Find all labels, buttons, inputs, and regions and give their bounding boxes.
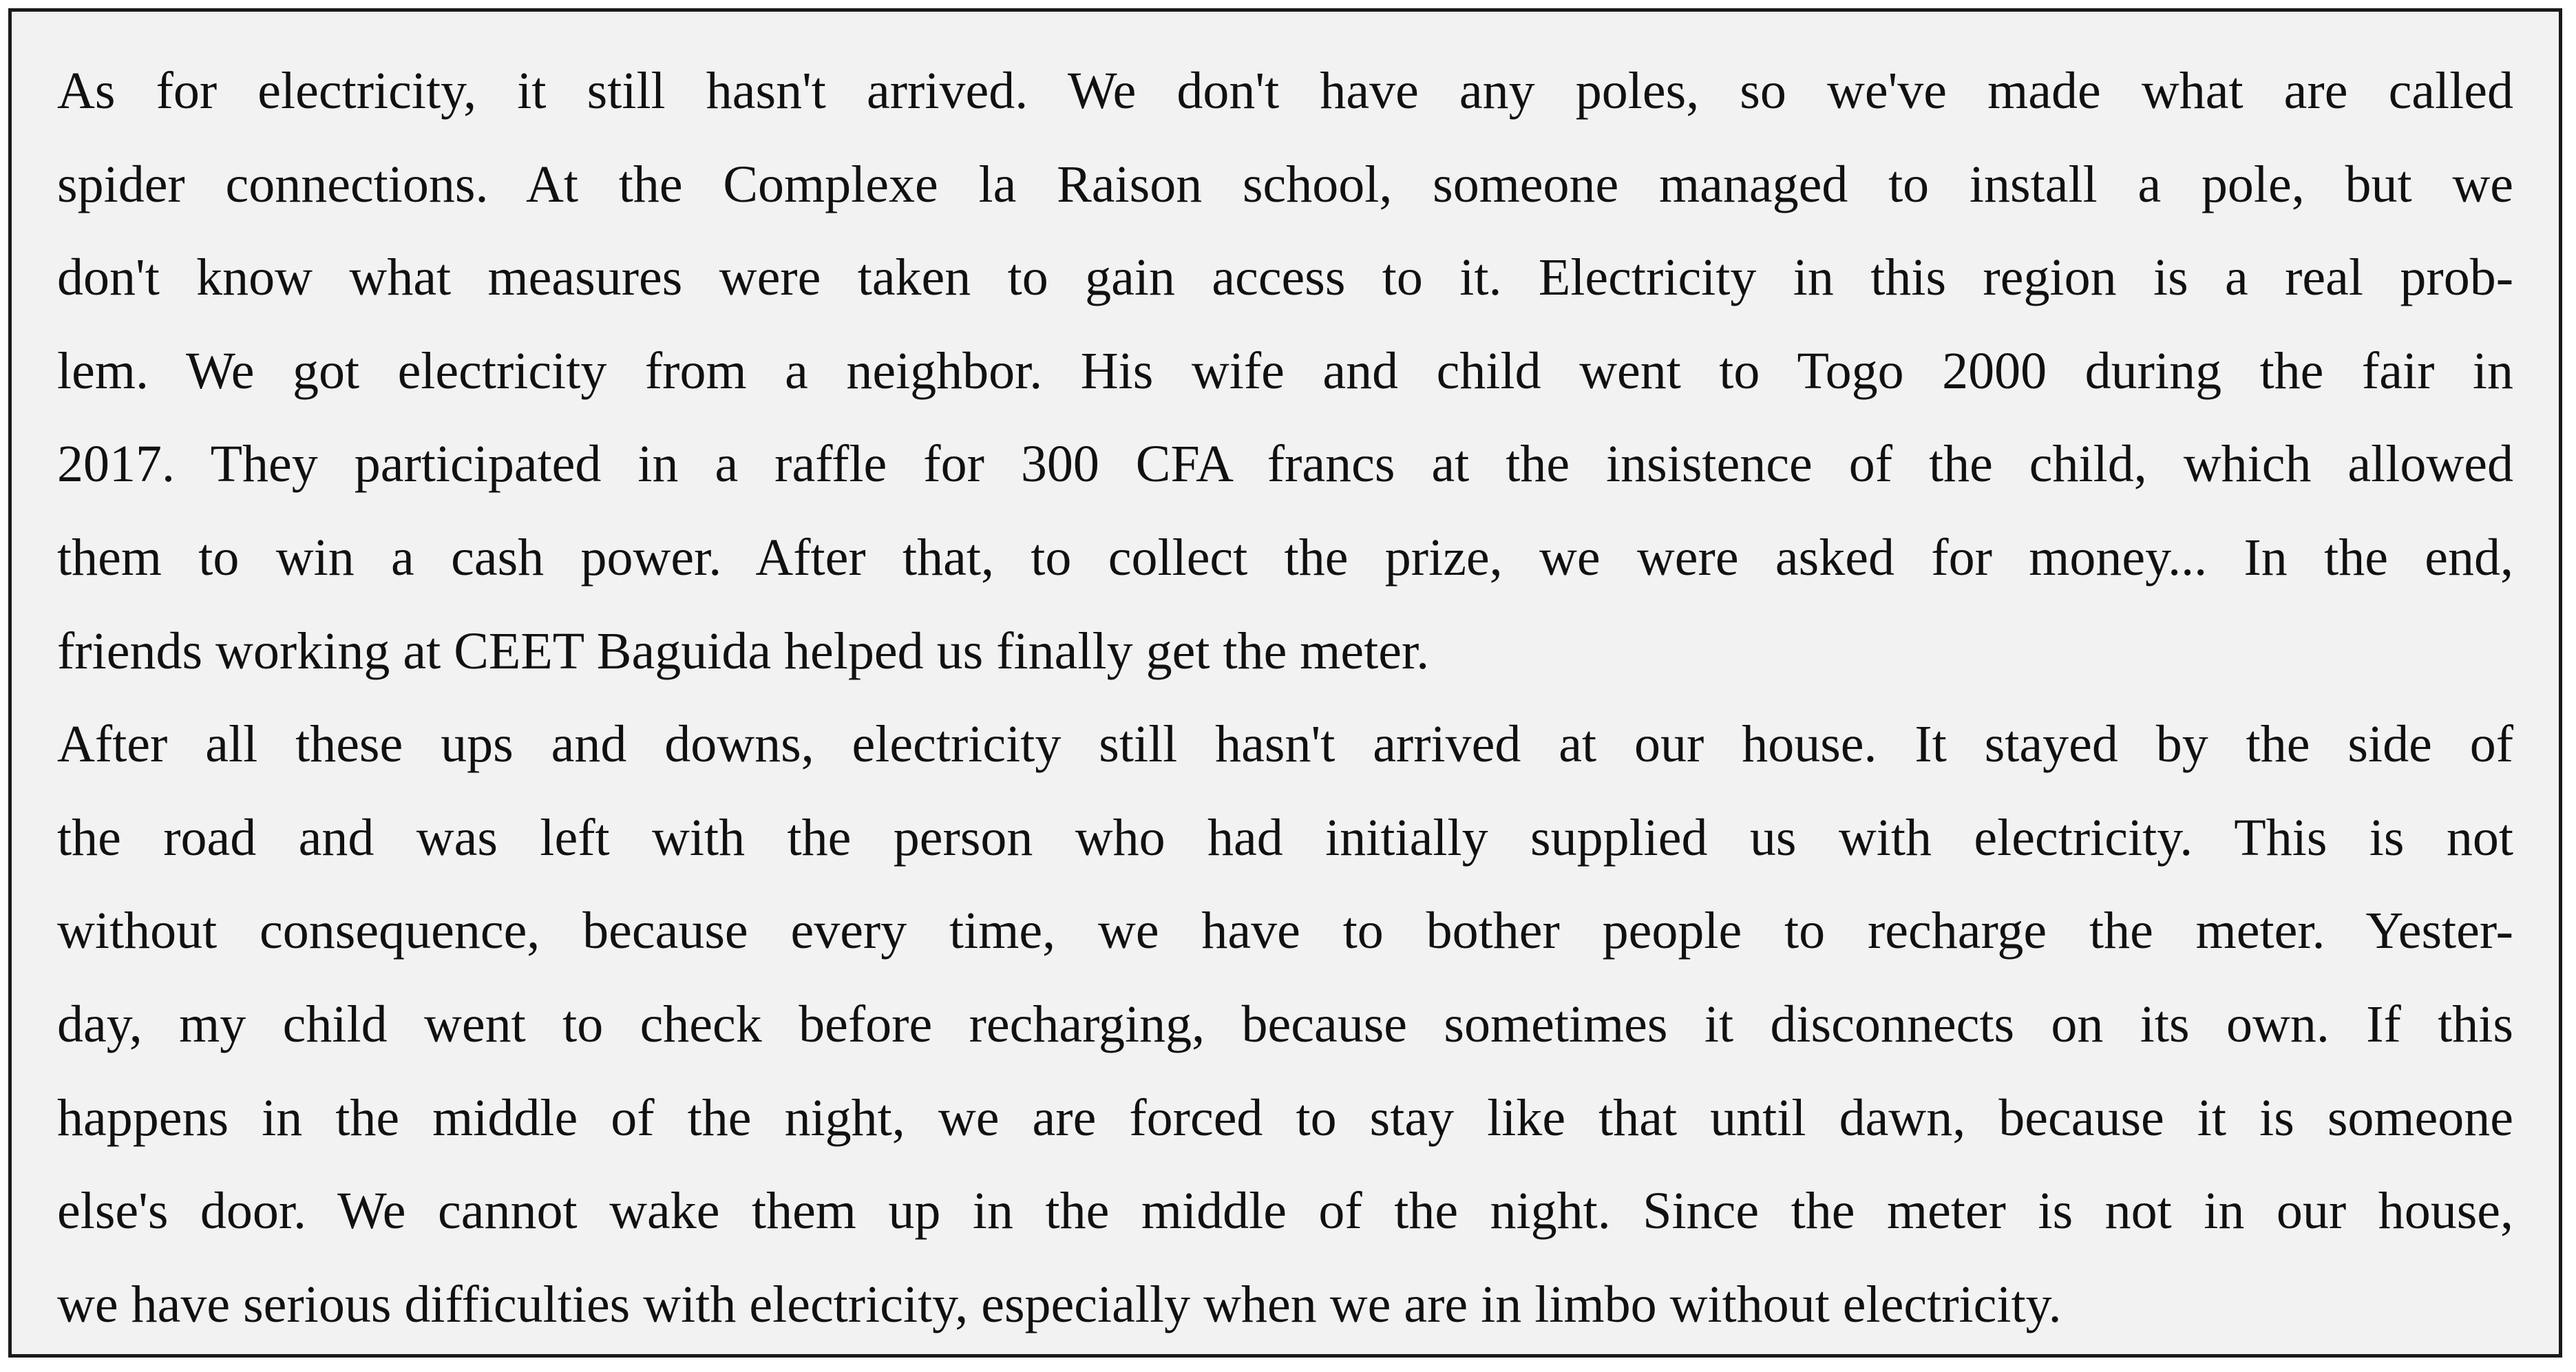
paragraph-2 (57, 698, 2513, 1351)
text-line: without consequence, because every time, we have to bother people to recharge the meter. Yester- (57, 902, 2513, 960)
text-line: As for electricity, it still hasn't arrived. We don't have any poles, so we've made what are called (57, 62, 2513, 120)
text-line: them to win a cash power. After that, to collect the prize, we were asked for money... In the end, (57, 528, 2513, 587)
text-line: 2017. They participated in a raffle for 300 CFA francs at the insistence of the child, which allowed (57, 435, 2513, 494)
text-line: friends working at CEET Baguida helped us finally get the meter. (57, 622, 1430, 680)
text-line: After all these ups and downs, electricity still hasn't arrived at our house. It stayed by the side of (57, 715, 2513, 774)
quote-box (8, 8, 2562, 1358)
text-line: happens in the middle of the night, we are forced to stay like that until dawn, because it is someone (57, 1088, 2513, 1147)
text-line: don't know what measures were taken to gain access to it. Electricity in this region is a real prob- (57, 249, 2513, 307)
text-line: day, my child went to check before recharging, because sometimes it disconnects on its own. If this (57, 995, 2513, 1053)
text-line: lem. We got electricity from a neighbor. His wife and child went to Togo 2000 during the fair in (57, 341, 2513, 400)
text-line: else's door. We cannot wake them up in the middle of the night. Since the meter is not in our house, (57, 1182, 2513, 1241)
text-line: we have serious difficulties with electricity, especially when we are in limbo without electricity. (57, 1275, 2062, 1333)
paragraph-1 (57, 45, 2513, 698)
text-line: the road and was left with the person who had initially supplied us with electricity. This is not (57, 808, 2513, 867)
text-line: spider connections. At the Complexe la Raison school, someone managed to install a pole, but we (57, 155, 2513, 213)
